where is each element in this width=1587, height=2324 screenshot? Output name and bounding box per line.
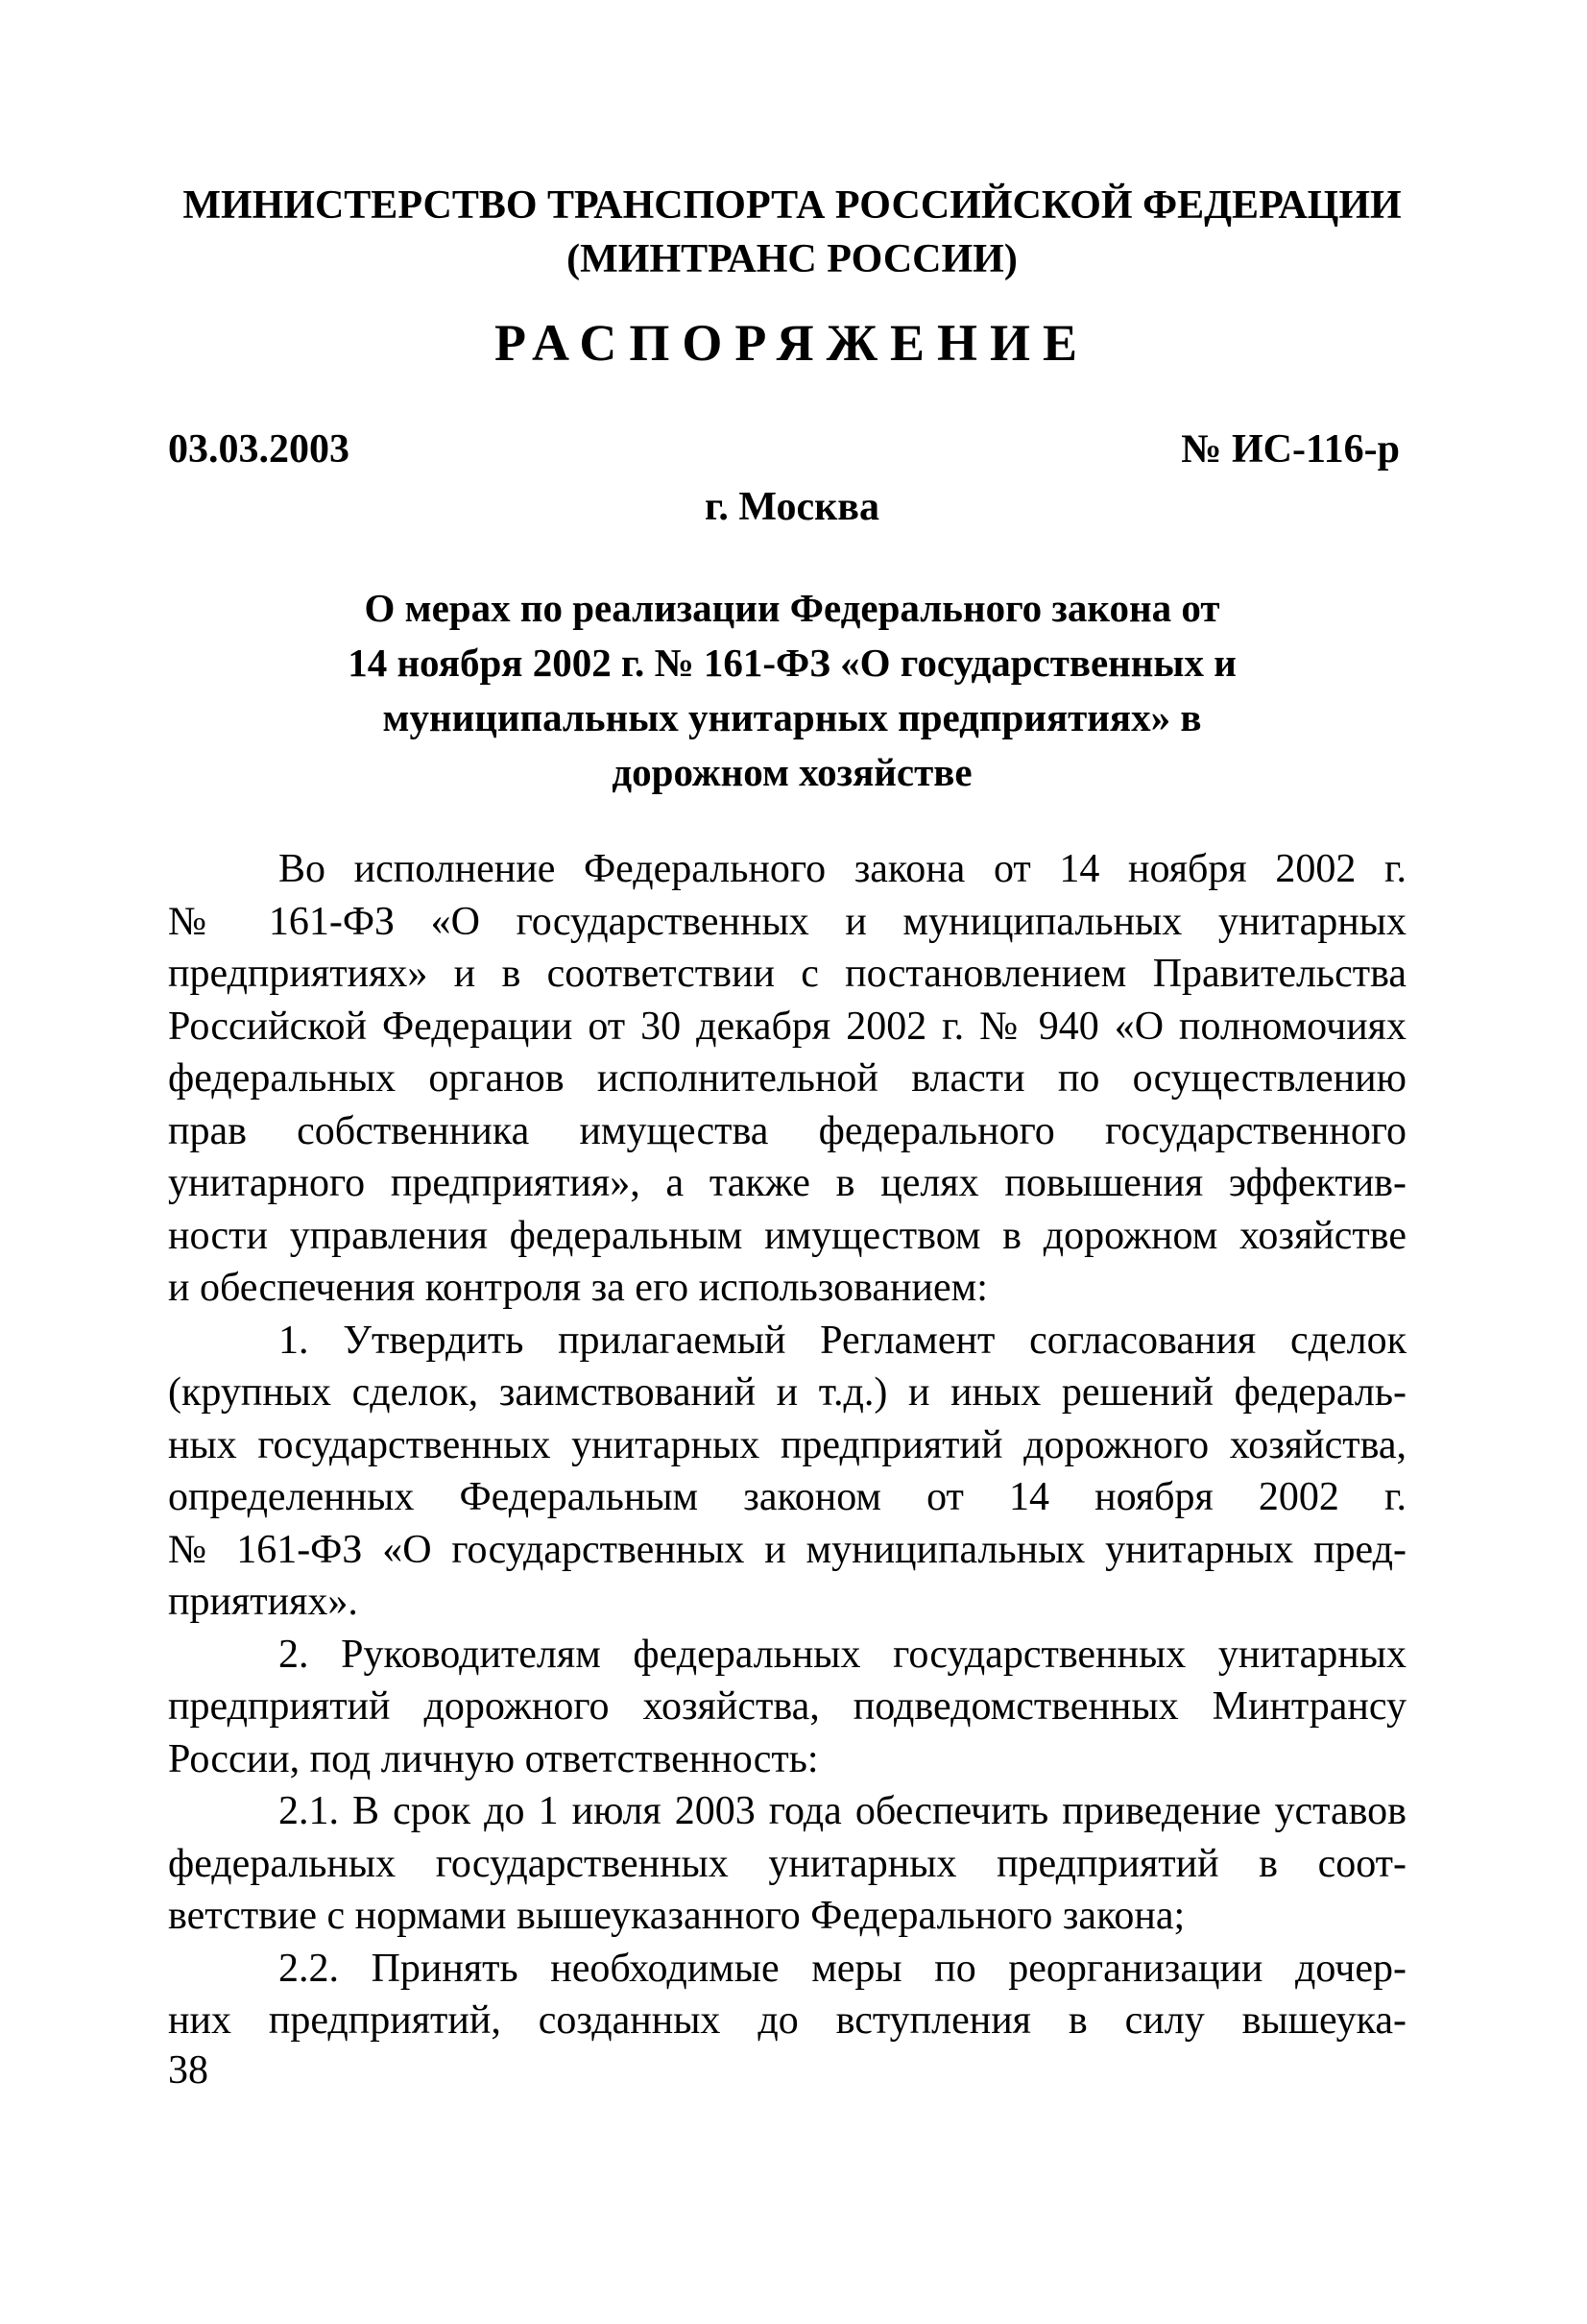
page-number: 38 (168, 2048, 208, 2093)
body-line: ных государственных унитарных предприятий дорожного хозяйства, (168, 1422, 1407, 1467)
body-line: предприятий дорожного хозяйства, подведомственных Минтрансу (168, 1684, 1407, 1729)
document-subject (182, 581, 1402, 800)
subject-line: дорожном хозяйстве (612, 750, 973, 794)
document-city: г. Москва (705, 485, 879, 529)
body-line: России, под личную ответственность: (168, 1736, 819, 1781)
body-line: приятиях». (168, 1580, 358, 1624)
body-line: 2.2. Принять необходимые меры по реорганизации дочер- (278, 1946, 1407, 1991)
body-line: ности управления федеральным имуществом в дорожном хозяйстве (168, 1213, 1407, 1258)
body-line: федеральных органов исполнительной власти по осуществлению (168, 1056, 1407, 1101)
document-date: 03.03.2003 (168, 427, 349, 472)
body-line: определенных Федеральным законом от 14 ноября 2002 г. (168, 1475, 1407, 1519)
subject-line: О мерах по реализации Федерального закона от (364, 586, 1220, 630)
subject-line: муниципальных унитарных предприятиях» в (382, 695, 1202, 739)
body-line: предприятиях» и в соответствии с постановлением Правительства (168, 952, 1407, 996)
body-line: № 161-ФЗ «О государственных и муниципальных унитарных пред- (168, 1527, 1407, 1572)
body-line: прав собственника имущества федерального государственного (168, 1108, 1407, 1153)
body-line: них предприятий, созданных до вступления в силу вышеука- (168, 1998, 1407, 2043)
body-line: № 161-ФЗ «О государственных и муниципальных унитарных (168, 899, 1407, 944)
body-line: и обеспечения контроля за его использованием: (168, 1266, 988, 1310)
body-line: Российской Федерации от 30 декабря 2002 г. № 940 «О полномочиях (168, 1004, 1407, 1049)
body-line: 2.1. В срок до 1 июля 2003 года обеспечить приведение уставов (278, 1789, 1407, 1833)
ministry-name: МИНИСТЕРСТВО ТРАНСПОРТА РОССИЙСКОЙ ФЕДЕРАЦИИ (182, 183, 1402, 228)
ministry-abbreviation: (МИНТРАНС РОССИИ) (566, 237, 1018, 281)
body-line: 2. Руководителям федеральных государственных унитарных (278, 1632, 1407, 1677)
document-body (168, 843, 1407, 2047)
body-line: федеральных государственных унитарных предприятий в соот- (168, 1841, 1407, 1886)
document-type: РАСПОРЯЖЕНИЕ (493, 314, 1091, 372)
body-line: унитарного предприятия», а также в целях повышения эффектив- (168, 1161, 1407, 1205)
subject-line: 14 ноября 2002 г. № 161-ФЗ «О государственных и (348, 641, 1237, 685)
body-line: Во исполнение Федерального закона от 14 ноября 2002 г. (278, 847, 1407, 891)
body-line: 1. Утвердить прилагаемый Регламент согласования сделок (278, 1318, 1407, 1363)
document-number: № ИС-116-р (1181, 427, 1400, 472)
body-line: ветствие с нормами вышеуказанного Федерального закона; (168, 1894, 1186, 1938)
body-line: (крупных сделок, заимствований и т.д.) и иных решений федераль- (168, 1370, 1407, 1415)
